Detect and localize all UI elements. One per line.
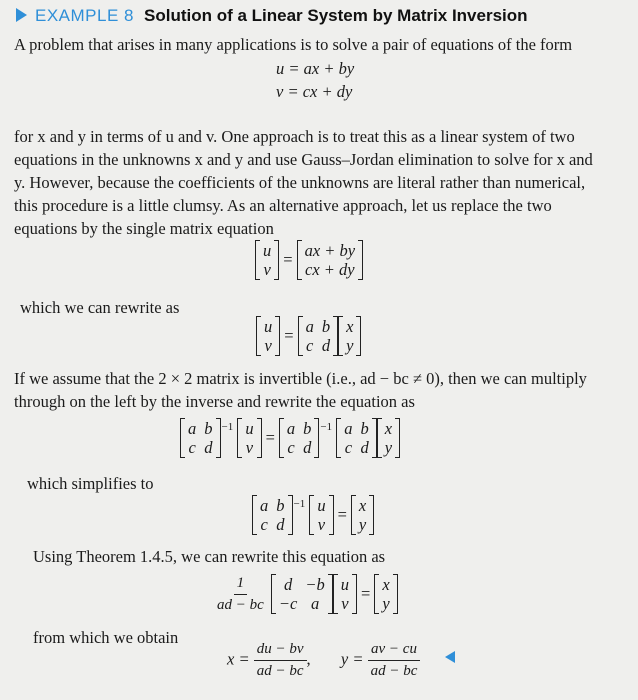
- end-of-example-icon: [445, 651, 455, 663]
- example-label: EXAMPLE 8: [35, 6, 134, 25]
- equation-system: [276, 57, 354, 103]
- matrix-equation-1: u v = ax + by cx + dy: [255, 240, 363, 280]
- matrix-equation-3: a b c d $^{-1}$ u v = a b c d $^{-1}$ a b c d x y: [180, 418, 400, 458]
- intro-paragraph: [14, 33, 634, 56]
- rewrite-label: which we can rewrite as: [20, 298, 180, 317]
- vector-uv: u v: [255, 240, 279, 280]
- approach-line: y. However, because the coefficients of the unknowns are literal rather than numerical,: [14, 173, 586, 192]
- approach-line: this procedure is a little clumsy. As an alternative approach, let us replace the two: [14, 196, 552, 215]
- intro-text: A problem that arises in many applications is to solve a pair of equations of the form: [14, 35, 573, 54]
- example-arrow-icon: [16, 8, 27, 22]
- example-title: Solution of a Linear System by Matrix Inversion: [144, 6, 528, 25]
- inverse-formula-equation: $\frac{1}{ad - bc}$ d −b −c a u v = x y: [214, 574, 398, 614]
- vector-rhs: ax + by cx + dy: [297, 240, 364, 280]
- invertible-line: through on the left by the inverse and rewrite the equation as: [14, 392, 415, 411]
- y-eq-label: y =: [340, 649, 364, 669]
- matrix-equation-4: a b c d $^{-1}$ u v = x y: [252, 495, 374, 535]
- approach-line: equations by the single matrix equation: [14, 219, 274, 238]
- solution-equations: x = $\frac{du - bv}{ad - bc}$ , y = $\frac{av - cu}{ad - bc}$: [227, 641, 420, 680]
- invertible-line: If we assume that the 2 × 2 matrix is invertible (i.e., ad − bc ≠ 0), then we can multiply: [14, 369, 587, 388]
- scalar-fraction: $\frac{1}{ad - bc}$: [217, 574, 264, 613]
- example-heading: [16, 6, 528, 26]
- x-eq-label: x =: [227, 649, 250, 669]
- obtain-label: from which we obtain: [33, 628, 179, 647]
- adjugate-matrix: d −b −c a: [271, 574, 333, 614]
- theorem-line: Using Theorem 1.4.5, we can rewrite this equation as: [33, 547, 386, 566]
- equation-v: v = cx + dy: [276, 82, 353, 101]
- matrix-equation-2: u v = a b c d x y: [256, 316, 361, 356]
- equation-u: u = ax + by: [276, 59, 355, 78]
- approach-paragraph: [14, 125, 634, 240]
- simplifies-label: which simplifies to: [27, 474, 154, 493]
- approach-line: for x and y in terms of u and v. One approach is to treat this as a linear system of two: [14, 127, 575, 146]
- coefficient-matrix: a b c d: [298, 316, 339, 356]
- invertible-paragraph: [14, 367, 634, 413]
- y-solution-fraction: $\frac{av - cu}{ad - bc}$: [368, 641, 421, 680]
- approach-line: equations in the unknowns x and y and use Gauss–Jordan elimination to solve for x and: [14, 150, 593, 169]
- x-solution-fraction: $\frac{du - bv}{ad - bc}$: [254, 641, 307, 680]
